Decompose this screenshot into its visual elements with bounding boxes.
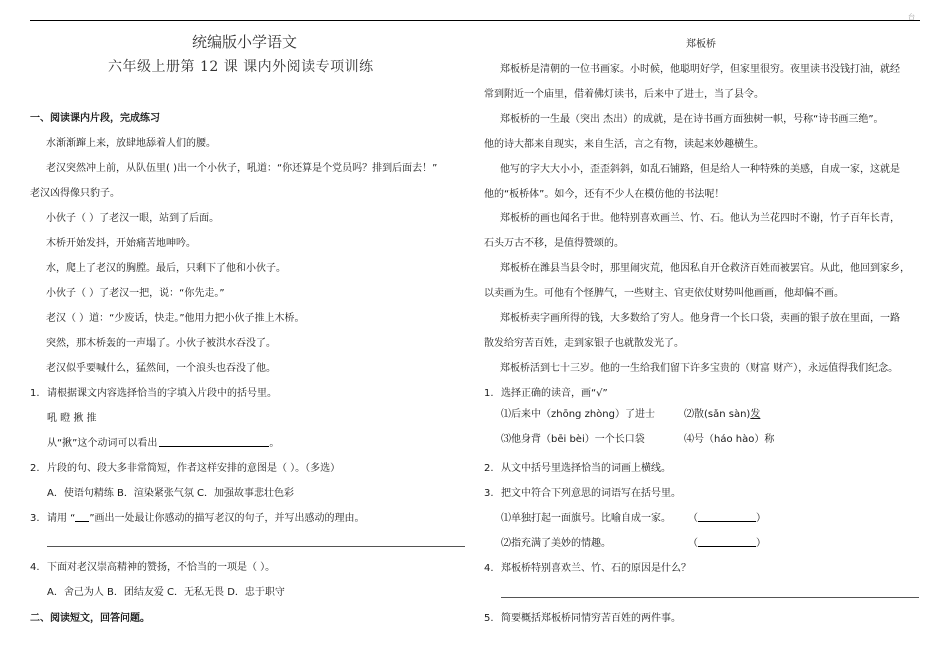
question-number: 4. [30,562,40,573]
passage-line: 老汉凶得像只豹子。 [30,188,120,199]
question-3 [484,487,681,501]
passage-line: 水渐渐蹿上来，放肆地舔着人们的腰。 [46,138,216,149]
answer-options: A．使语句精练 B．渲染紧张气氛 C．加强故事悲壮色彩 [47,488,295,499]
question-4 [484,562,691,576]
article-line: 郑板桥是清朝的一位书画家。小时候，他聪明好学，但家里很穷。夜里读书没钱打油，就经 [500,64,900,75]
question-text: 郑板桥特别喜欢兰、竹、石的原因是什么？ [501,563,691,574]
article-line: 郑板桥在潍县当县令时，那里闹灾荒，他因私自开仓救济百姓而被罢官。从此，他回到家乡， [500,263,910,274]
question-3: 3. 请用 “ ”画出一处最让你感动的描写老汉的句子，并写出感动的理由。 [30,513,365,524]
question-5 [484,612,681,626]
question-text: 请根据课文内容选择恰当的字填入片段中的括号里。 [47,388,277,399]
question-number: 5. [484,613,494,624]
pinyin-option[interactable]: ⑵散(sǎn sàn)发 [684,409,761,420]
article-line: 散发给穷苦百姓，走到家银子也就散发光了。 [484,338,684,349]
underline-sample [75,512,89,522]
answer-bracket[interactable]: （ ） [688,538,766,549]
pinyin-option[interactable]: ⑴后来中（zhōng zhòng）了进士 [501,409,655,420]
answer-blank[interactable] [159,437,269,447]
question-2 [484,462,671,476]
passage-line: 小伙子（ ）了老汉一眼，站到了后面。 [46,213,220,224]
article-line: 郑板桥的一生最（突出 杰出）的成就，是在诗书画方面独树一帜，号称“诗书画三绝”。 [500,114,884,125]
page-mark: 台 [908,13,915,21]
question-text: 简要概括郑板桥同情穷苦百姓的两件事。 [501,613,681,624]
question-number: 1. [484,388,494,399]
definition-item: ⑵指充满了美妙的情趣。 [501,538,611,549]
article-title: 郑板桥 [686,39,716,50]
question-number: 1. [30,388,40,399]
article-line: 郑板桥活到七十三岁。他的一生给我们留下许多宝贵的（财富 财产），永远值得我们纪念。 [500,363,899,374]
pinyin-option[interactable]: ⑶他身背（bēi bèi）一个长口袋 [501,434,645,445]
passage-line: 小伙子（ ）了老汉一把，说：“你先走。” [46,288,225,299]
answer-blank[interactable] [698,512,756,522]
article-line: 他的“板桥体”。如今，还有不少人在模仿他的书法呢！ [484,189,725,200]
question-4 [30,561,275,575]
question-2 [30,462,340,476]
passage-line: 老汉突然冲上前，从队伍里( )出一个小伙子，吼道：“你还算是个党员吗？排到后面去！” [46,163,438,174]
answer-bracket[interactable]: （ ） [688,513,766,524]
passage-line: 老汉似乎要喊什么，猛然间，一个浪头也吞没了他。 [46,363,276,374]
article-line: 常到附近一个庙里，借着佛灯读书，后来中了进士，当了县令。 [484,89,764,100]
question-text: 片段的句、段大多非常简短，作者这样安排的意图是（ ）。（多选） [47,463,341,474]
passage-line: 木桥开始发抖，开始痛苦地呻吟。 [46,238,196,249]
article-line: 以卖画为生。可他有个怪脾气，一些财主、官吏依仗财势叫他画画，他却偏不画。 [484,288,844,299]
answer-options: A．舍己为人 B．团结友爱 C．无私无畏 D．忠于职守 [47,587,285,598]
pinyin-option[interactable]: ⑷号（háo hào）称 [684,434,775,445]
question-number: 2. [484,463,494,474]
question-text: 选择正确的读音，画“√” [501,388,608,399]
question-text: 把文中符合下列意思的词语写在括号里。 [501,488,681,499]
passage-line: 突然，那木桥轰的一声塌了。小伙子被洪水吞没了。 [46,338,276,349]
article-line: 他的诗大都来自现实，来自生活，言之有物，读起来妙趣横生。 [484,139,764,150]
answer-blank[interactable] [698,537,756,547]
doc-title: 统编版小学语文 [192,33,298,51]
article-line: 郑板桥卖字画所得的钱，大多数给了穷人。他身背一个长口袋，卖画的银子放在里面，一路 [500,313,900,324]
question-number: 2. [30,463,40,474]
passage-line: 老汉（ ）道：“少废话，快走。”他用力把小伙子推上木桥。 [46,313,305,324]
question-text: 从文中括号里选择恰当的词画上横线。 [501,463,671,474]
question-number: 3. [484,488,494,499]
passage-line: 水，爬上了老汉的胸膛。最后，只剩下了他和小伙子。 [46,263,286,274]
header-rule [30,20,920,21]
article-line: 石头万古不移，是值得赞颂的。 [484,238,624,249]
question-1-blank-line: 从“揪”这个动词可以看出 。 [47,438,280,449]
doc-subtitle: 六年级上册第 12 课 课内外阅读专项训练 [108,59,374,75]
section-2-heading: 二、阅读短文，回答问题。 [30,613,150,624]
question-1 [30,387,277,401]
definition-item: ⑴单独打起一面旗号。比喻自成一家。 [501,513,671,524]
question-1 [484,387,608,401]
answer-line[interactable] [47,546,465,547]
answer-line[interactable] [501,597,919,598]
question-text: 下面对老汉崇高精神的赞扬，不恰当的一项是（ ）。 [47,562,276,573]
word-choices: 吼 瞪 揪 推 [47,413,97,424]
article-line: 他写的字大大小小，歪歪斜斜，如乱石铺路，但是给人一种特殊的美感，自成一家，这就是 [500,164,900,175]
article-line: 郑板桥的画也闻名于世。他特别喜欢画兰、竹、石。他认为兰花四时不谢，竹子百年长青， [500,213,900,224]
question-number: 4. [484,563,494,574]
section-1-heading: 一、阅读课内片段，完成练习 [30,113,160,124]
question-number: 3. [30,513,40,524]
